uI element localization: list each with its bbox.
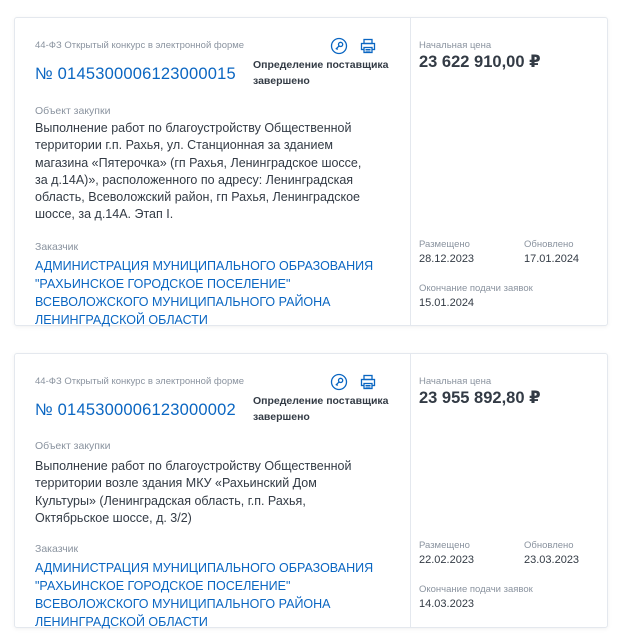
start-price-value: 23 622 910,00 ₽: [419, 53, 541, 71]
updated-date: 23.03.2023: [524, 554, 580, 566]
start-price-label: Начальная цена: [419, 376, 492, 387]
law-type: 44-ФЗ Открытый конкурс в электронной форме: [35, 40, 245, 51]
key-circle-icon[interactable]: [330, 37, 348, 55]
printer-icon[interactable]: [359, 373, 377, 391]
object-description: Выполнение работ по благоустройству Общественной территории возле здания МКУ «Рахьинский Дом Культуры» (Ленинградская область, г.п. Рахья, Октябрьское шоссе, д. 3/2): [35, 459, 352, 525]
procurement-card: [14, 17, 608, 326]
deadline-label: Окончание подачи заявок: [419, 584, 533, 595]
object-label: Объект закупки: [35, 440, 111, 452]
object-description: Выполнение работ по благоустройству Общественной территории г.п. Рахья, ул. Станционная за зданием магазина «Пятерочка» (гп Рахья, Ленинградское шоссе, за д.14А)», расположенного по адресу: Ленинградская область, Всеволожский район, гп Рахья, Ленинградское шоссе, за д.14А. Этап I.: [35, 121, 362, 222]
posted-label: Размещено: [419, 540, 470, 551]
printer-icon[interactable]: [359, 37, 377, 55]
posted-label: Размещено: [419, 239, 470, 250]
customer-link[interactable]: АДМИНИСТРАЦИЯ МУНИЦИПАЛЬНОГО ОБРАЗОВАНИЯ "РАХЬИНСКОЕ ГОРОДСКОЕ ПОСЕЛЕНИЕ" ВСЕВОЛОЖСКОГО МУНИЦИПАЛЬНОГО РАЙОНА ЛЕНИНГРАДСКОЙ ОБЛАСТИ: [35, 259, 374, 327]
procurement-number-link[interactable]: № 0145300006123000002: [35, 401, 236, 419]
deadline-date: 14.03.2023: [419, 598, 475, 610]
start-price-value: 23 955 892,80 ₽: [419, 389, 541, 407]
deadline-label: Окончание подачи заявок: [419, 283, 533, 294]
status-text: Определение поставщика завершено: [253, 59, 389, 87]
procurement-number-link[interactable]: № 0145300006123000015: [35, 65, 236, 83]
updated-label: Обновлено: [524, 239, 574, 250]
card-main-section: [15, 18, 411, 325]
card-main-section: [15, 354, 411, 627]
customer-label: Заказчик: [35, 241, 79, 253]
card-price-section: [411, 18, 607, 325]
law-type: 44-ФЗ Открытый конкурс в электронной форме: [35, 376, 245, 387]
status-text: Определение поставщика завершено: [253, 395, 389, 423]
object-label: Объект закупки: [35, 105, 111, 117]
updated-date: 17.01.2024: [524, 253, 580, 265]
posted-date: 22.02.2023: [419, 554, 475, 566]
start-price-label: Начальная цена: [419, 40, 492, 51]
posted-date: 28.12.2023: [419, 253, 475, 265]
card-price-section: [411, 354, 607, 627]
updated-label: Обновлено: [524, 540, 574, 551]
procurement-card: [14, 353, 608, 628]
customer-label: Заказчик: [35, 543, 79, 555]
deadline-date: 15.01.2024: [419, 297, 475, 309]
customer-link[interactable]: АДМИНИСТРАЦИЯ МУНИЦИПАЛЬНОГО ОБРАЗОВАНИЯ "РАХЬИНСКОЕ ГОРОДСКОЕ ПОСЕЛЕНИЕ" ВСЕВОЛОЖСКОГО МУНИЦИПАЛЬНОГО РАЙОНА ЛЕНИНГРАДСКОЙ ОБЛАСТИ: [35, 561, 374, 629]
key-circle-icon[interactable]: [330, 373, 348, 391]
